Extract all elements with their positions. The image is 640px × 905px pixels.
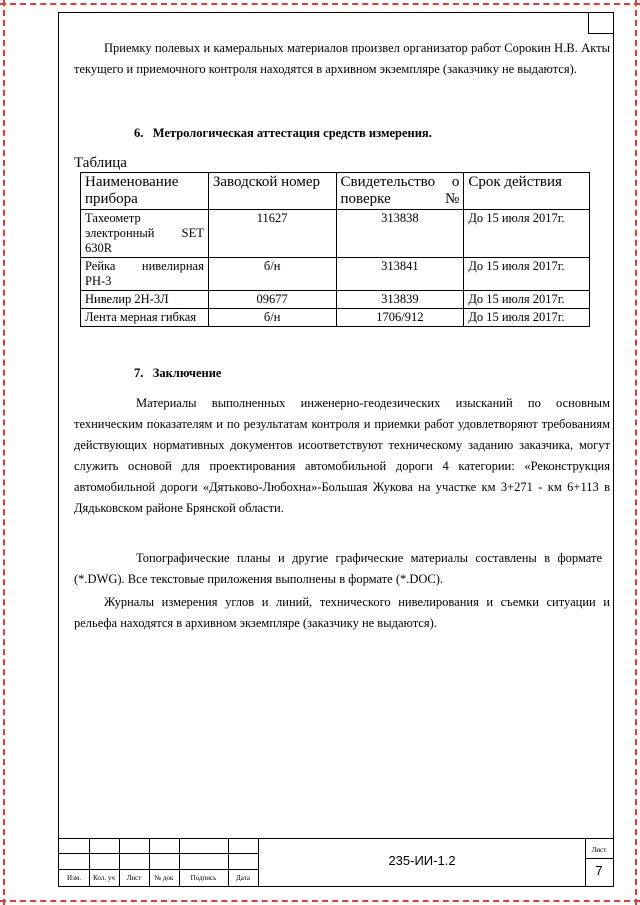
table-row <box>81 291 590 309</box>
title-block-row-line <box>59 869 258 870</box>
sheet-number: 7 <box>595 863 603 878</box>
cell-certificate: 313839 <box>336 291 464 309</box>
stamp-label-date: Дата <box>236 874 250 882</box>
section-7-heading: 7. Заключение <box>134 366 222 380</box>
title-block-divider <box>585 839 586 886</box>
stamp-label-doc-number: № док <box>154 874 174 882</box>
intro-paragraph: Приемку полевых и камеральных материалов произвел организатор работ Сорокин Н.В. Акты текущего и приемочного контроля находятся в архивном экземпляре (заказчику не выдаются). <box>74 41 610 76</box>
cell-certificate: 313838 <box>336 210 464 258</box>
cell-name: Тахеометр электронный SET 630R <box>81 210 209 258</box>
cut-line-bottom <box>0 900 640 902</box>
cut-line-right <box>635 0 637 905</box>
table-caption: Таблица <box>74 155 127 171</box>
sheet-separator <box>585 858 613 859</box>
col-header-certificate: Свидетельство о поверке № <box>336 173 464 210</box>
table-row <box>81 309 590 327</box>
title-block <box>58 838 614 887</box>
cell-name: Нивелир 2Н-3Л <box>81 291 209 309</box>
cell-serial: б/н <box>208 258 336 291</box>
instruments-table <box>80 172 590 327</box>
section-6-heading: 6. Метрологическая аттестация средств измерения. <box>134 126 432 140</box>
cell-serial: 09677 <box>208 291 336 309</box>
col-header-name: Наименование прибора <box>81 173 209 210</box>
cell-certificate: 1706/912 <box>336 309 464 327</box>
sheet-label: Лист <box>591 846 607 854</box>
stamp-label-count: Кол. уч <box>93 874 115 882</box>
col-header-serial: Заводской номер <box>208 173 336 210</box>
stamp-label-change: Изм. <box>67 874 81 882</box>
cell-validity: До 15 июля 2017г. <box>464 291 590 309</box>
cell-validity: До 15 июля 2017г. <box>464 309 590 327</box>
cell-validity: До 15 июля 2017г. <box>464 210 590 258</box>
stamp-label-sheet: Лист <box>126 874 142 882</box>
title-block-row-line <box>59 853 258 854</box>
cell-certificate: 313841 <box>336 258 464 291</box>
col-header-validity: Срок действия <box>464 173 590 210</box>
cell-name: Лента мерная гибкая <box>81 309 209 327</box>
cell-serial: б/н <box>208 309 336 327</box>
stamp-label-signature: Подпись <box>190 874 217 882</box>
formats-paragraph: Топографические планы и другие графические материалы составлены в формате (*.DWG). Все текстовые приложения выполнены в формате (*.DOC). <box>74 551 602 586</box>
cut-line-top <box>0 3 640 5</box>
corner-box <box>588 12 614 34</box>
cell-serial: 11627 <box>208 210 336 258</box>
cell-validity: До 15 июля 2017г. <box>464 258 590 291</box>
conclusion-paragraph: Материалы выполненных инженерно-геодезических изысканий по основным техническим показателям и по результатам контроля и приемки работ удовлетворяют требованиям действующих нормативных документов исоответствуют техническому заданию заказчика, могут служить основой для проектирования автомобильной дороги 4 категории: «Реконструкция автомобильной дороги «Дятьково-Любохна»-Большая Жукова на участке км 3+271 - км 6+113 в Дядьковском районе Брянской области. <box>74 396 610 515</box>
table-row <box>81 258 590 291</box>
cell-name: Рейка нивелирная РН-3 <box>81 258 209 291</box>
table-row <box>81 210 590 258</box>
journals-paragraph: Журналы измерения углов и линий, технического нивелирования и съемки ситуации и рельефа находятся в архивном экземпляре (заказчику не выдаются). <box>74 595 610 630</box>
document-code: 235-ИИ-1.2 <box>388 853 456 868</box>
table-header-row <box>81 173 590 210</box>
cut-line-left <box>3 0 5 905</box>
